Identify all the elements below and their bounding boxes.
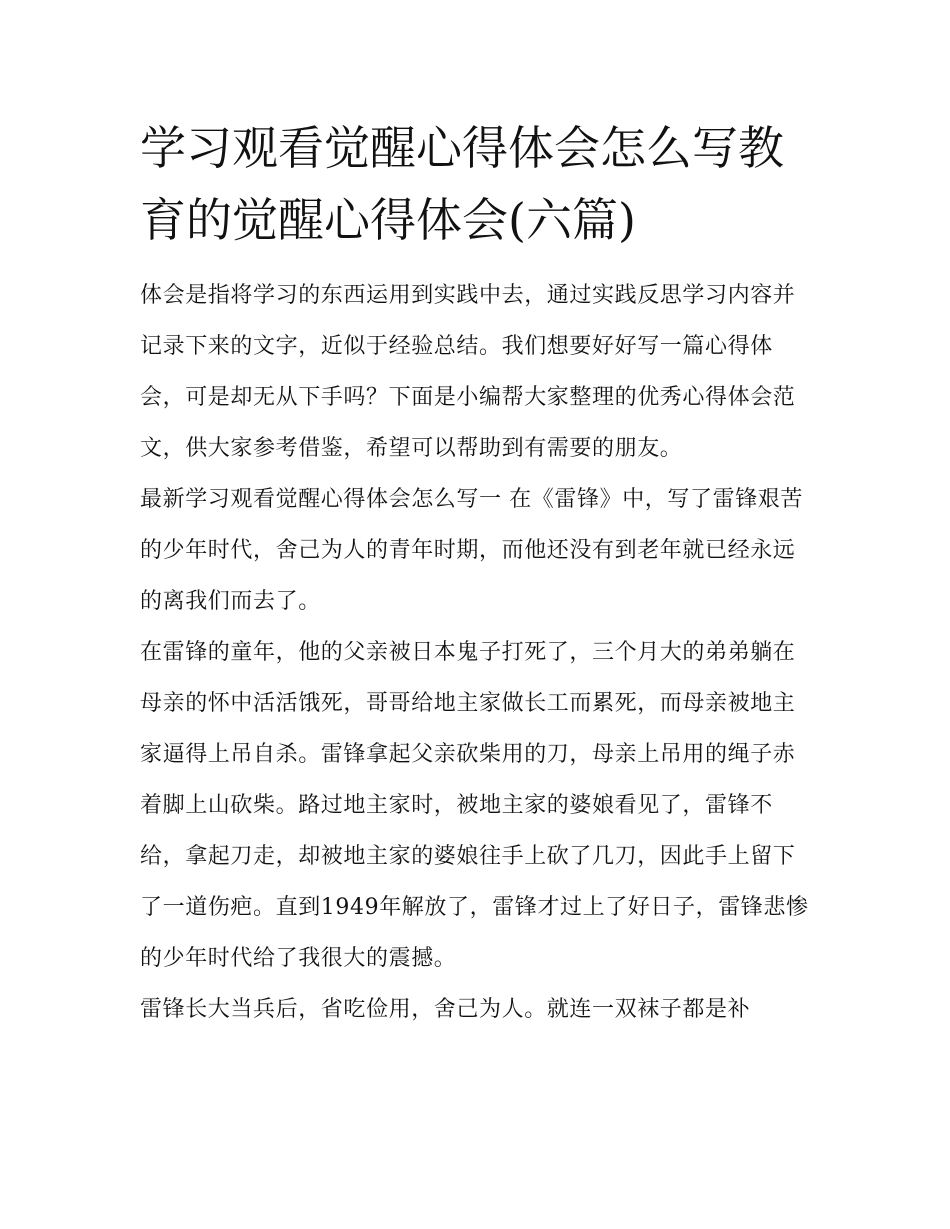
- document-body: [140, 270, 812, 1035]
- document-title: 学习观看觉醒心得体会怎么写教育的觉醒心得体会(六篇): [140, 121, 784, 247]
- paragraph-intro: 体会是指将学习的东西运用到实践中去，通过实践反思学习内容并记录下来的文字，近似于经验总结。我们想要好好写一篇心得体会，可是却无从下手吗？下面是小编帮大家整理的优秀心得体会范文，供大家参考借鉴，希望可以帮助到有需要的朋友。: [140, 283, 796, 461]
- paragraph-childhood: 在雷锋的童年，他的父亲被日本鬼子打死了，三个月大的弟弟躺在母亲的怀中活活饿死，哥哥给地主家做长工而累死，而母亲被地主家逼得上吊自杀。雷锋拿起父亲砍柴用的刀，母亲上吊用的绳子赤着脚上山砍柴。路过地主家时，被地主家的婆娘看见了，雷锋不给，拿起刀走，却被地主家的婆娘往手上砍了几刀，因此手上留下了一道伤疤。直到1949年解放了，雷锋才过上了好日子，雷锋悲惨的少年时代给了我很大的震撼。: [140, 640, 809, 971]
- document-content: [140, 112, 812, 1035]
- paragraph-section-one: 最新学习观看觉醒心得体会怎么写一 在《雷锋》中，写了雷锋艰苦的少年时代，舍己为人的青年时期，而他还没有到老年就已经永远的离我们而去了。: [140, 487, 803, 614]
- paragraph-soldier: 雷锋长大当兵后，省吃俭用，舍己为人。就连一双袜子都是补: [140, 997, 751, 1022]
